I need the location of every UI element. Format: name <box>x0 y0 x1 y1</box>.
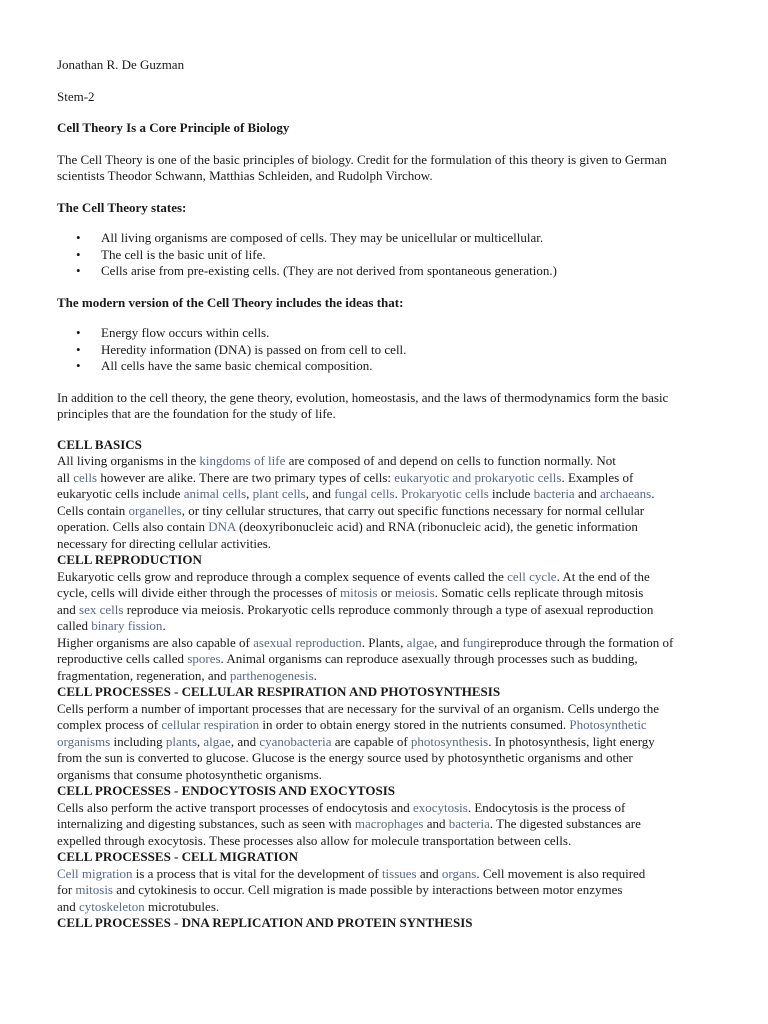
link-organelles[interactable]: organelles <box>128 502 182 518</box>
modern-heading: The modern version of the Cell Theory includes the ideas that: <box>57 294 404 310</box>
text-run: . <box>394 486 402 501</box>
link-photosynthetic-organisms[interactable]: organisms <box>57 733 111 749</box>
text-run: in order to obtain energy stored in the nutrients consumed. <box>259 717 570 732</box>
link-organs[interactable]: organs <box>441 865 477 881</box>
migration-line <box>57 882 738 899</box>
link-sex-cells[interactable]: sex cells <box>79 601 124 617</box>
text-run: . Endocytosis is the process of <box>467 799 626 815</box>
text-run: . <box>313 667 317 683</box>
link-photosynthetic-organisms[interactable]: Photosynthetic <box>569 717 647 732</box>
link-algae[interactable]: algae <box>406 634 435 650</box>
section-heading-cell-reproduction: CELL REPRODUCTION <box>57 552 202 567</box>
list-item: • All cells have the same basic chemical composition. <box>57 358 738 375</box>
text-run: . Examples of <box>561 469 634 485</box>
document-title: Cell Theory Is a Core Principle of Biology <box>57 120 290 135</box>
endocytosis-line <box>57 800 738 817</box>
migration-line <box>57 866 738 883</box>
section-heading-cell-migration: CELL PROCESSES - CELL MIGRATION <box>57 849 299 864</box>
text-run: . <box>162 618 166 633</box>
list-item: • Energy flow occurs within cells. <box>57 325 738 342</box>
text-run: or <box>377 585 395 600</box>
text-run: however are alike. There are two primary types of cells: <box>97 469 395 485</box>
link-archaeans[interactable]: archaeans <box>599 486 652 501</box>
link-macrophages[interactable]: macrophages <box>354 816 424 831</box>
text-run: Cells contain <box>57 502 129 518</box>
text-run: . At the end of the <box>556 568 650 584</box>
text-run: Higher organisms are also capable of <box>57 634 254 650</box>
text-run: All living organisms in the <box>57 453 200 468</box>
intro-line: scientists Theodor Schwann, Matthias Schleiden, and Rudolph Virchow. <box>57 168 433 183</box>
link-cytoskeleton[interactable]: cytoskeleton <box>79 898 145 914</box>
text-run: are composed of and depend on cells to function normally. Not <box>285 453 616 468</box>
cell-basics-line <box>57 453 738 470</box>
link-algae[interactable]: algae <box>203 733 231 749</box>
text-run: microtubules. <box>144 898 220 914</box>
text-run: , <box>246 486 253 501</box>
link-parthenogenesis[interactable]: parthenogenesis <box>229 667 314 683</box>
cell-basics-line <box>57 519 738 536</box>
text-run: . Somatic cells replicate through mitosis <box>434 585 644 600</box>
section-heading-cell-basics: CELL BASICS <box>57 436 142 452</box>
endocytosis-line <box>57 816 738 833</box>
text-run: reproduce through the formation of <box>490 634 674 650</box>
link-plant-cells[interactable]: plant cells <box>252 486 306 501</box>
link-cellular-respiration[interactable]: cellular respiration <box>161 717 260 732</box>
link-kingdoms-of-life[interactable]: kingdoms of life <box>199 453 286 468</box>
text-run: for <box>57 882 76 897</box>
reproduction-line <box>57 651 738 668</box>
list-item: • Heredity information (DNA) is passed on from cell to cell. <box>57 342 738 359</box>
text-run: internalizing and digesting substances, such as seen with <box>57 816 355 831</box>
reproduction-line <box>57 618 738 635</box>
link-meiosis[interactable]: meiosis <box>394 585 435 600</box>
text-run: , <box>196 733 204 749</box>
text-run: , or tiny cellular structures, that carry out specific functions necessary for normal cellular <box>181 502 645 518</box>
text-run: , and <box>434 634 463 650</box>
list-item: • Cells arise from pre-existing cells. (They are not derived from spontaneous generation.) <box>57 263 738 280</box>
text-run: complex process of <box>57 717 162 732</box>
text-run: Cells also perform the active transport processes of endocytosis and <box>57 799 413 815</box>
endocytosis-line: expelled through exocytosis. These processes also allow for molecule transportation between cells. <box>57 832 572 848</box>
text-run: fragmentation, regeneration, and <box>57 667 230 683</box>
text-run: reproduce via meiosis. Prokaryotic cells reproduce commonly through a type of asexual reproduction <box>123 601 654 617</box>
text-run: and <box>416 865 442 881</box>
link-exocytosis[interactable]: exocytosis <box>412 799 468 815</box>
link-fungi[interactable]: fungi <box>462 634 490 650</box>
text-run: cycle, cells will divide either through the processes of <box>57 585 341 600</box>
link-mitosis[interactable]: mitosis <box>340 585 378 600</box>
link-prokaryotic-cells[interactable]: Prokaryotic cells <box>401 486 489 501</box>
respiration-line: Cells perform a number of important processes that are necessary for the survival of an organism. Cells undergo the <box>57 700 660 716</box>
text-run: , and <box>305 486 335 501</box>
link-photosynthesis[interactable]: photosynthesis <box>410 733 489 749</box>
cell-basics-line: necessary for directing cellular activities. <box>57 535 272 551</box>
text-run: including <box>110 733 166 749</box>
addition-line: principles that are the foundation for the study of life. <box>57 406 336 421</box>
respiration-line: organisms that consume photosynthetic organisms. <box>57 766 322 782</box>
addition-paragraph <box>57 390 738 423</box>
link-cell-cycle[interactable]: cell cycle <box>507 568 557 584</box>
reproduction-line <box>57 635 738 652</box>
list-item: • The cell is the basic unit of life. <box>57 247 738 264</box>
section-heading-dna-replication: CELL PROCESSES - DNA REPLICATION AND PROTEIN SYNTHESIS <box>57 915 473 930</box>
text-run: are capable of <box>331 733 411 749</box>
text-run: reproductive cells called <box>57 651 188 666</box>
text-run: (deoxyribonucleic acid) and RNA (ribonucleic acid), the genetic information <box>235 519 638 534</box>
text-run: . Animal organisms can reproduce asexually through processes such as budding, <box>220 651 638 666</box>
link-bacteria[interactable]: bacteria <box>448 816 490 831</box>
list-item: • All living organisms are composed of cells. They may be unicellular or multicellular. <box>57 230 738 247</box>
text-run: and <box>574 486 600 501</box>
link-prokaryotic-cells[interactable]: prokaryotic cells <box>474 469 562 485</box>
link-asexual-reproduction[interactable]: asexual reproduction <box>253 634 362 650</box>
text-run: Eukaryotic cells grow and reproduce through a complex sequence of events called the <box>57 568 508 584</box>
link-fungal-cells[interactable]: fungal cells <box>334 486 395 501</box>
text-run: . Cell movement is also required <box>476 865 646 881</box>
link-mitosis[interactable]: mitosis <box>75 882 113 897</box>
link-cells[interactable]: cells <box>73 469 98 485</box>
text-run: called <box>57 618 92 633</box>
link-dna[interactable]: DNA <box>208 519 236 534</box>
link-eukaryotic[interactable]: eukaryotic <box>394 469 450 485</box>
link-cell-migration[interactable]: Cell migration <box>57 865 133 881</box>
author-name: Jonathan R. De Guzman <box>57 57 185 72</box>
intro-paragraph <box>57 152 738 185</box>
text-run: . <box>651 486 655 501</box>
cell-basics-line <box>57 503 738 520</box>
reproduction-line <box>57 585 738 602</box>
cell-basics-line <box>57 470 738 487</box>
class-section: Stem-2 <box>57 88 95 104</box>
text-run: and <box>449 469 475 485</box>
text-run: is a process that is vital for the development of <box>132 865 382 881</box>
text-run: and cytokinesis to occur. Cell migration is made possible by interactions between motor enzymes <box>113 882 623 897</box>
text-run: and <box>423 816 449 831</box>
respiration-line <box>57 717 738 734</box>
intro-line: The Cell Theory is one of the basic principles of biology. Credit for the formulation of this theory is given to German <box>57 151 667 167</box>
text-run: , and <box>230 733 260 749</box>
text-run: and <box>57 601 80 617</box>
link-tissues[interactable]: tissues <box>381 865 417 881</box>
section-heading-endocytosis: CELL PROCESSES - ENDOCYTOSIS AND EXOCYTOSIS <box>57 783 395 798</box>
states-heading: The Cell Theory states: <box>57 199 187 215</box>
states-list <box>57 230 738 280</box>
reproduction-line <box>57 569 738 586</box>
reproduction-line <box>57 668 738 685</box>
text-run: . In photosynthesis, light energy <box>488 733 655 749</box>
text-run: eukaryotic cells include <box>57 486 184 501</box>
text-run: and <box>57 898 80 914</box>
modern-list <box>57 325 738 375</box>
link-bacteria[interactable]: bacteria <box>533 486 575 501</box>
text-run: . Plants, <box>361 634 407 650</box>
migration-line <box>57 899 738 916</box>
link-cyanobacteria[interactable]: cyanobacteria <box>259 733 332 749</box>
link-animal-cells[interactable]: animal cells <box>183 486 247 501</box>
link-plants[interactable]: plants <box>165 733 197 749</box>
text-run: all <box>57 469 74 485</box>
text-run: operation. Cells also contain <box>57 519 209 534</box>
link-spores[interactable]: spores <box>187 651 221 666</box>
link-binary-fission[interactable]: binary fission <box>91 618 163 633</box>
respiration-line: from the sun is converted to glucose. Glucose is the energy source used by photosynthetic organisms and other <box>57 750 633 765</box>
cell-basics-line <box>57 486 738 503</box>
section-heading-respiration: CELL PROCESSES - CELLULAR RESPIRATION AND PHOTOSYNTHESIS <box>57 684 501 699</box>
addition-line: In addition to the cell theory, the gene theory, evolution, homeostasis, and the laws of thermodynamics form the basic <box>57 389 669 405</box>
text-run: include <box>488 486 534 501</box>
reproduction-line <box>57 602 738 619</box>
respiration-line <box>57 734 738 751</box>
text-run: . The digested substances are <box>489 816 641 831</box>
